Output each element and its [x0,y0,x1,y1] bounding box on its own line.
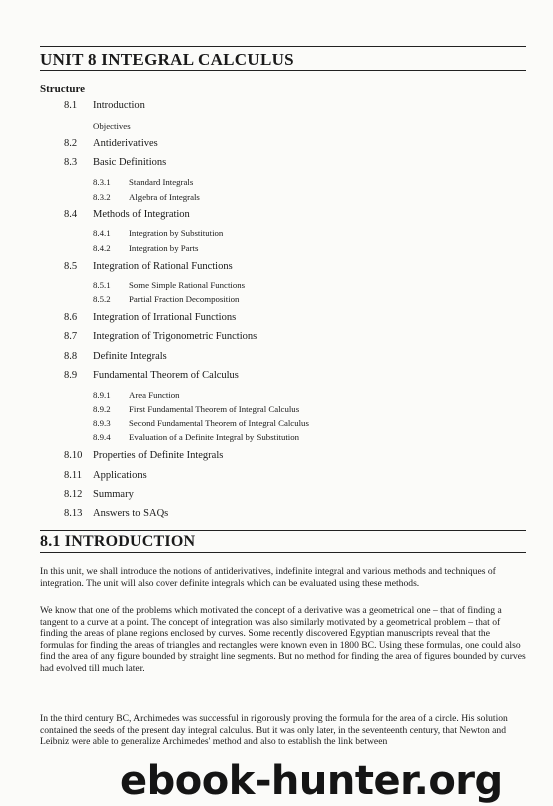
toc-label: Integration of Irrational Functions [93,312,237,323]
toc-label: Standard Integrals [129,177,194,187]
toc-number: 8.5 [64,261,78,272]
toc-number: 8.4.1 [93,228,111,238]
toc-label: Integration by Parts [129,243,199,253]
toc-label: Integration of Trigonometric Functions [93,331,258,342]
toc-number: 8.9.2 [93,404,111,414]
toc-label: Objectives [93,121,131,131]
section-title: 8.1 INTRODUCTION [40,533,196,550]
paragraph: We know that one of the problems which motivated the concept of a derivative was a geometrical one – that of finding a tangent to a curve at a point. The concept of integration was also similarly motivated by a geometrical problem – that of finding the areas of plane regions enclosed by curves. Some recently discovered Egyptian manuscripts reveal that the formulas for finding the areas of triangles and rectangles were known even in 1800 BC. Using these formulas, one could also find the area of any figure bounded by straight line segments. But no method for finding the area of figures bounded by curves had evolved till much later. [40,605,526,674]
toc-label: Answers to SAQs [93,508,169,519]
top-rule [40,46,526,47]
toc-number: 8.3.1 [93,177,111,187]
toc-number: 8.3 [64,157,78,168]
toc-label: Integration by Substitution [129,228,224,238]
toc-number: 8.1 [64,100,78,111]
toc-number: 8.9.3 [93,418,111,428]
toc-number: 8.5.2 [93,294,111,304]
toc-label: Antiderivatives [93,138,158,149]
unit-title: UNIT 8 INTEGRAL CALCULUS [40,50,294,69]
watermark-logo: ebook-hunter.org [120,758,503,804]
toc-label: Fundamental Theorem of Calculus [93,370,239,381]
toc-label: Introduction [93,100,145,111]
toc-number: 8.4.2 [93,243,111,253]
toc-number: 8.3.2 [93,192,111,202]
toc-label: Partial Fraction Decomposition [129,294,240,304]
toc-label: Some Simple Rational Functions [129,280,246,290]
toc-number: 8.9.1 [93,390,111,400]
toc-label: Definite Integrals [93,351,167,362]
title-underline [40,70,526,71]
structure-heading: Structure [40,83,86,95]
toc-number: 8.2 [64,138,78,149]
toc-number: 8.11 [64,470,82,481]
toc-label: Applications [93,470,147,481]
toc-label: Area Function [129,390,180,400]
section-top-rule [40,530,526,531]
toc-number: 8.7 [64,331,78,342]
toc-label: Algebra of Integrals [129,192,200,202]
toc-label: First Fundamental Theorem of Integral Calculus [129,404,300,414]
toc-number: 8.9 [64,370,78,381]
toc-label: Integration of Rational Functions [93,261,233,272]
toc-number: 8.10 [64,450,83,461]
toc-label: Basic Definitions [93,157,167,168]
toc-label: Summary [93,489,134,500]
paragraph: In the third century BC, Archimedes was successful in rigorously proving the formula for the area of a circle. His solution contained the seeds of the present day integral calculus. But it was only later, in the seventeenth century, that Newton and Leibniz were able to generalize Archimedes' method and also to establish the link between [40,713,508,748]
toc-number: 8.8 [64,351,78,362]
toc-label: Second Fundamental Theorem of Integral Calculus [129,418,309,428]
paragraph: In this unit, we shall introduce the notions of antiderivatives, indefinite integral and various methods and techniques of integration. The unit will also cover definite integrals which can be evaluated using these methods. [40,566,496,589]
toc-number: 8.12 [64,489,83,500]
toc-number: 8.9.4 [93,432,111,442]
section-underline [40,552,526,553]
toc-label: Properties of Definite Integrals [93,450,224,461]
toc-number: 8.4 [64,209,78,220]
toc-label: Evaluation of a Definite Integral by Substitution [129,432,300,442]
toc-label: Methods of Integration [93,209,190,220]
toc-number: 8.5.1 [93,280,111,290]
toc-number: 8.6 [64,312,78,323]
toc-number: 8.13 [64,508,83,519]
